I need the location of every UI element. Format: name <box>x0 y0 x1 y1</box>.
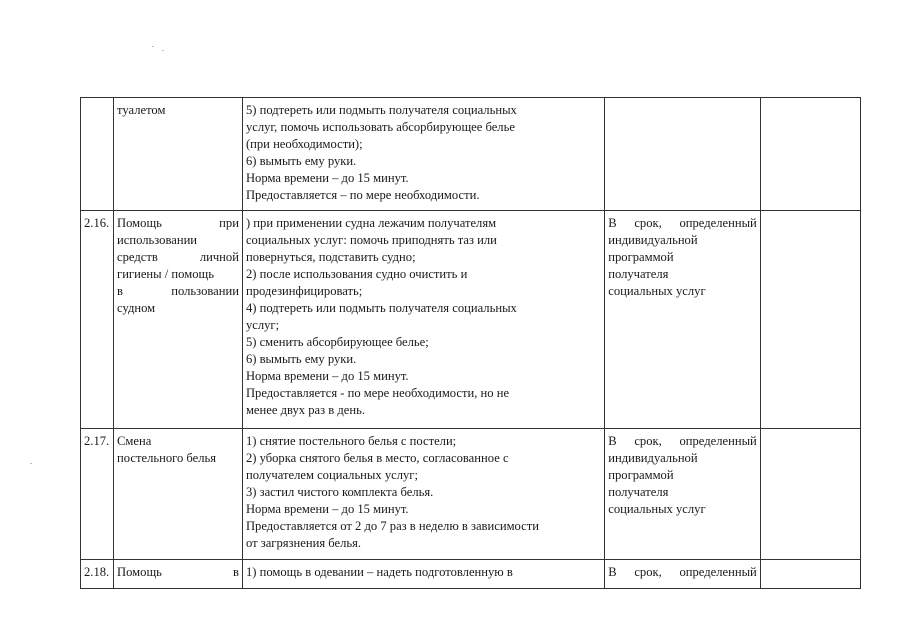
word: срок, <box>634 434 662 448</box>
word: в <box>117 284 123 298</box>
table-row <box>81 560 861 589</box>
word: Помощь <box>117 216 162 230</box>
description-line: ) при применении судна лежачим получателям <box>245 216 497 230</box>
service-description-cell <box>242 429 604 560</box>
empty-cell <box>760 560 860 589</box>
word: срок, <box>634 565 662 579</box>
row-number-cell <box>81 211 114 429</box>
description-line: 1) помощь в одевании – надеть подготовленную в <box>245 565 513 579</box>
term-line <box>608 215 757 232</box>
description-line: 5) сменить абсорбирующее белье; <box>245 335 429 349</box>
word: срок, <box>634 216 662 230</box>
description-line: Норма времени – до 15 минут. <box>245 369 409 383</box>
word: личной <box>199 250 239 264</box>
row-number: 2.17. <box>84 434 110 448</box>
service-name-cell <box>114 560 243 589</box>
description-line: 6) вымыть ему руки. <box>245 352 357 366</box>
description-line: повернуться, подставить судно; <box>245 250 416 264</box>
term-line: получателя <box>608 267 669 281</box>
description-line: продезинфицировать; <box>245 284 363 298</box>
service-name-line <box>117 215 239 232</box>
description-line: менее двух раз в день. <box>245 403 365 417</box>
empty-cell <box>760 211 860 429</box>
description-line: услуг, помочь использовать абсорбирующее белье <box>245 120 515 134</box>
description-line: Предоставляется – по мере необходимости. <box>245 188 480 202</box>
word: В <box>608 565 617 579</box>
description-line: получателем социальных услуг; <box>245 468 418 482</box>
description-line: 2) уборка снятого белья в место, согласованное с <box>245 451 509 465</box>
description-line: Предоставляется от 2 до 7 раз в неделю в зависимости <box>245 519 539 533</box>
service-name-line <box>117 249 239 266</box>
row-number-cell <box>81 429 114 560</box>
description-line: 6) вымыть ему руки. <box>245 154 357 168</box>
empty-cell <box>760 429 860 560</box>
table-row <box>81 98 861 211</box>
word: средств <box>117 250 158 264</box>
service-name-line: постельного белья <box>117 451 217 465</box>
word: определенный <box>679 565 757 579</box>
word: при <box>219 216 239 230</box>
scan-speck <box>162 50 164 51</box>
description-line: 4) подтереть или подмыть получателя социальных <box>245 301 517 315</box>
term-line: социальных услуг <box>608 502 706 516</box>
term-line: получателя <box>608 485 669 499</box>
service-name-line <box>117 283 239 300</box>
term-line: социальных услуг <box>608 284 706 298</box>
row-number: 2.18. <box>84 565 110 579</box>
description-line: услуг; <box>245 318 280 332</box>
description-line: от загрязнения белья. <box>245 536 362 550</box>
term-line: индивидуальной <box>608 451 698 465</box>
term-line <box>608 433 757 450</box>
service-name-line: судном <box>117 301 156 315</box>
term-line: индивидуальной <box>608 233 698 247</box>
term-line: программой <box>608 468 674 482</box>
service-term-cell <box>605 560 761 589</box>
description-line: Предоставляется - по мере необходимости, но не <box>245 386 510 400</box>
word: в <box>233 565 239 579</box>
service-description-cell <box>242 98 604 211</box>
word: В <box>608 216 617 230</box>
table-body <box>81 98 861 589</box>
description-line: (при необходимости); <box>245 137 363 151</box>
service-name-cell <box>114 211 243 429</box>
service-name-line: использовании <box>117 233 198 247</box>
service-description-cell <box>242 560 604 589</box>
service-name-cell <box>114 429 243 560</box>
description-line: Норма времени – до 15 минут. <box>245 502 409 516</box>
scan-speck <box>152 46 154 47</box>
service-name-line: гигиены / помощь <box>117 267 214 281</box>
term-line <box>608 564 757 581</box>
service-name-line: туалетом <box>117 103 166 117</box>
service-name-cell <box>114 98 243 211</box>
empty-cell <box>760 98 860 211</box>
description-line: социальных услуг: помочь приподнять таз или <box>245 233 497 247</box>
description-line: Норма времени – до 15 минут. <box>245 171 409 185</box>
row-number: 2.16. <box>84 216 110 230</box>
term-line: программой <box>608 250 674 264</box>
word: определенный <box>679 216 757 230</box>
services-table <box>80 97 861 589</box>
row-number-cell <box>81 560 114 589</box>
description-line: 2) после использования судно очистить и <box>245 267 468 281</box>
description-line: 3) застил чистого комплекта белья. <box>245 485 434 499</box>
service-name-line: Смена <box>117 434 152 448</box>
service-description-cell <box>242 211 604 429</box>
service-term-cell <box>605 211 761 429</box>
description-line: 5) подтереть или подмыть получателя социальных <box>245 103 517 117</box>
row-number-cell <box>81 98 114 211</box>
word: определенный <box>679 434 757 448</box>
scan-speck <box>30 463 32 464</box>
description-line: 1) снятие постельного белья с постели; <box>245 434 457 448</box>
service-term-cell <box>605 429 761 560</box>
word: Помощь <box>117 565 162 579</box>
table-row <box>81 429 861 560</box>
table-row <box>81 211 861 429</box>
service-term-cell <box>605 98 761 211</box>
word: В <box>608 434 617 448</box>
word: пользовании <box>171 284 239 298</box>
service-name-line <box>117 564 239 581</box>
